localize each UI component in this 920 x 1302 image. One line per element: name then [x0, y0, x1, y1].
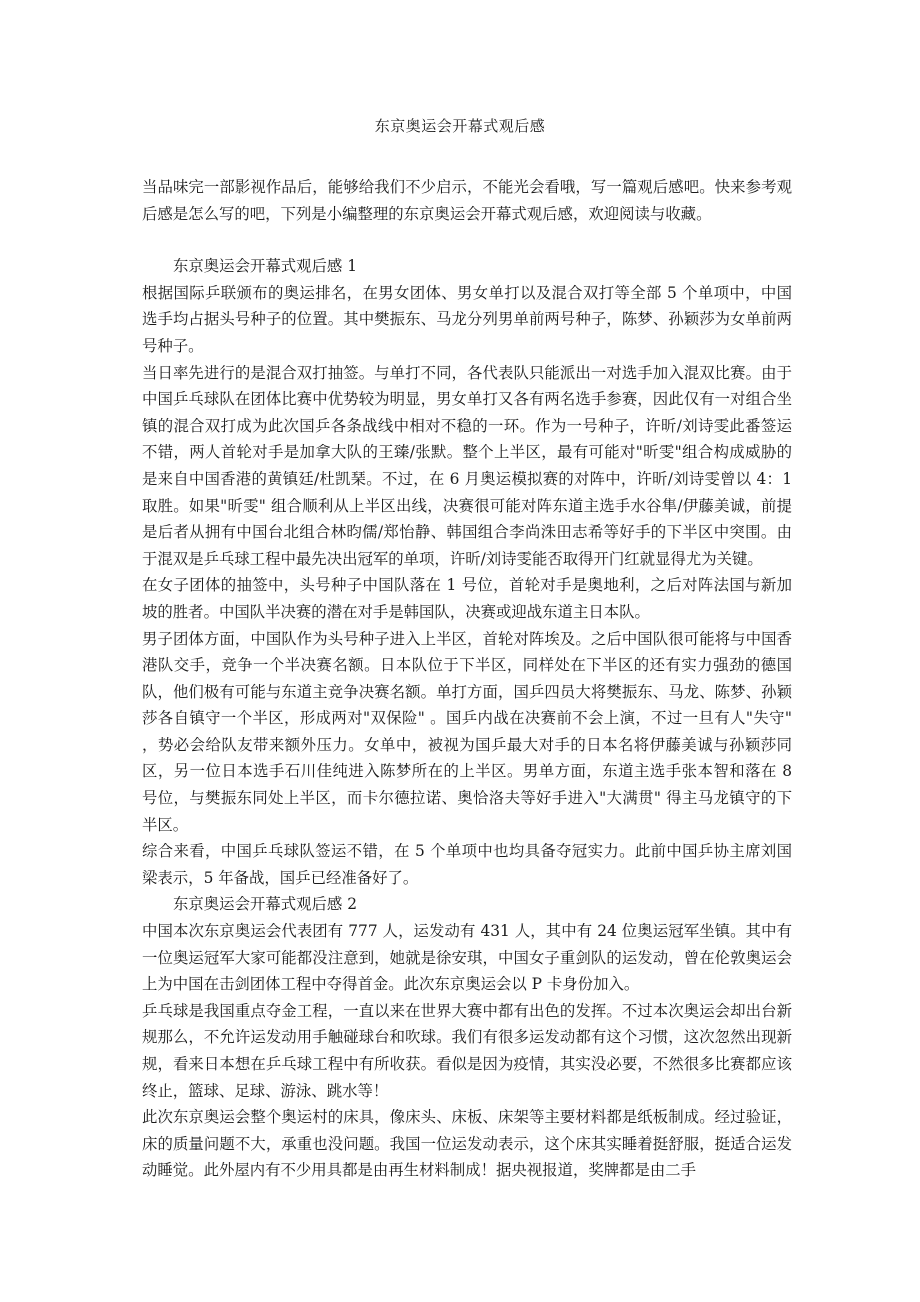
document-body	[142, 174, 792, 1184]
body-paragraph: 当日率先进行的是混合双打抽签。与单打不同，各代表队只能派出一对选手加入混双比赛。由于中国乒乓球队在团体比赛中优势较为明显，男女单打又各有两名选手参赛，因此仅有一对组合坐镇的混合双打成为此次国乒各条战线中相对不稳的一环。作为一号种子，许昕/刘诗雯此番签运不错，两人首轮对手是加拿大队的王臻/张默。整个上半区，最有可能对"昕雯"组合构成威胁的是来自中国香港的黄镇廷/杜凯琹。不过，在 6 月奥运模拟赛的对阵中，许昕/刘诗雯曾以 4：1 取胜。如果"昕雯" 组合顺利从上半区出线，决赛很可能对阵东道主选手水谷隼/伊藤美诚，前提是后者从拥有中国台北组合林昀儒/郑怡静、韩国组合李尚洙田志希等好手的下半区中突围。由于混双是乒乓球工程中最先决出冠军的单项，许昕/刘诗雯能否取得开门红就显得尤为关键。	[142, 363, 792, 568]
body-paragraph: 此次东京奥运会整个奥运村的床具，像床头、床板、床架等主要材料都是纸板制成。经过验证，床的质量问题不大，承重也没问题。我国一位运发动表示，这个床其实睡着挺舒服，挺适合运发动睡觉。此外屋内有不少用具都是由再生材料制成！据央视报道，奖牌都是由二手	[142, 1108, 792, 1180]
section-heading-2: 东京奥运会开幕式观后感 2	[173, 895, 357, 914]
body-paragraph: 综合来看，中国乒乓球队签运不错，在 5 个单项中也均具备夺冠实力。此前中国乒协主席刘国梁表示，5 年备战，国乒已经准备好了。	[142, 842, 792, 887]
intro-paragraph: 当品味完一部影视作品后，能够给我们不少启示，不能光会看哦，写一篇观后感吧。快来参考观后感是怎么写的吧，下列是小编整理的东京奥运会开幕式观后感，欢迎阅读与收藏。	[142, 178, 792, 223]
body-paragraph: 乒乓球是我国重点夺金工程，一直以来在世界大赛中都有出色的发挥。不过本次奥运会却出台新规那么，不允许运发动用手触碰球台和吹球。我们有很多运发动都有这个习惯，这次忽然出现新规，看来日本想在乒乓球工程中有所收获。看似是因为疫情，其实没必要，不然很多比赛都应该终止，篮球、足球、游泳、跳水等！	[142, 1001, 792, 1100]
body-paragraph: 在女子团体的抽签中，头号种子中国队落在 1 号位，首轮对手是奥地利，之后对阵法国与新加坡的胜者。中国队半决赛的潜在对手是韩国队，决赛或迎战东道主日本队。	[142, 576, 792, 621]
body-paragraph: 中国本次东京奥运会代表团有 777 人，运发动有 431 人，其中有 24 位奥运冠军坐镇。其中有一位奥运冠军大家可能都没注意到，她就是徐安琪，中国女子重剑队的运发动，曾在伦敦奥运会上为中国在击剑团体工程中夺得首金。此次东京奥运会以 P 卡身份加入。	[142, 922, 792, 994]
body-paragraph: 根据国际乒联颁布的奥运排名，在男女团体、男女单打以及混合双打等全部 5 个单项中，中国选手均占据头号种子的位置。其中樊振东、马龙分列男单前两号种子，陈梦、孙颖莎为女单前两号种子。	[142, 283, 792, 355]
body-paragraph: 男子团体方面，中国队作为头号种子进入上半区，首轮对阵埃及。之后中国队很可能将与中国香港队交手，竞争一个半决赛名额。日本队位于下半区，同样处在下半区的还有实力强劲的德国队，他们极有可能与东道主竞争决赛名额。单打方面，国乒四员大将樊振东、马龙、陈梦、孙颖莎各自镇守一个半区，形成两对"双保险" 。国乒内战在决赛前不会上演，不过一旦有人"失守" ，势必会给队友带来额外压力。女单中，被视为国乒最大对手的日本名将伊藤美诚与孙颖莎同区，另一位日本选手石川佳纯进入陈梦所在的上半区。男单方面，东道主选手张本智和落在 8 号位，与樊振东同处上半区，而卡尔德拉诺、奥恰洛夫等好手进入"大满贯" 得主马龙镇守的下半区。	[142, 629, 792, 834]
section-heading-1: 东京奥运会开幕式观后感 1	[173, 257, 357, 276]
document-title: 东京奥运会开幕式观后感	[374, 117, 546, 135]
